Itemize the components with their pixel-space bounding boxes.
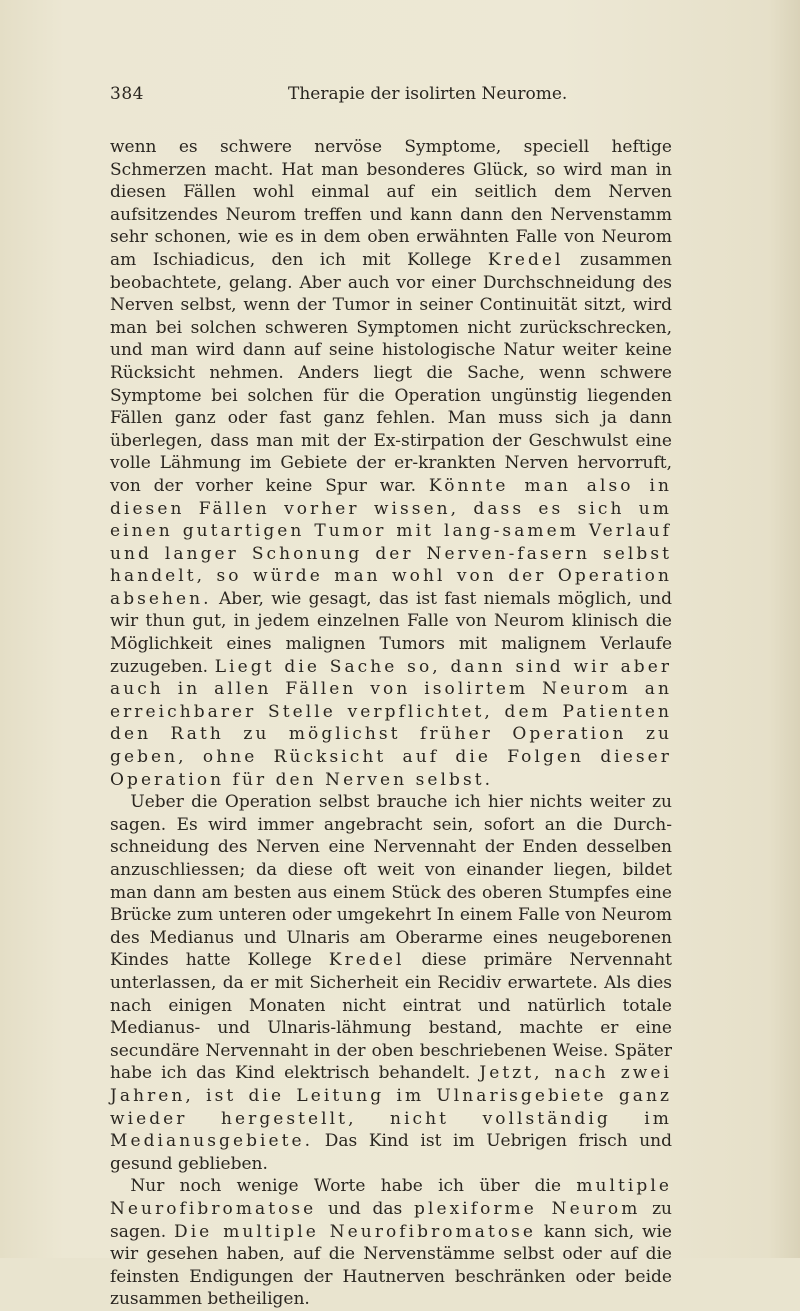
spaced-emphasis: Liegt die Sache so, dann sind wir aber auch in allen Fällen von isolirtem Neurom an erreichbarer Stelle verpflichtet, dem Patienten den Rath zu möglichst früher Operation zu geben, ohne Rücksicht auf die Folgen dieser Operation für den Nerven selbst. — [110, 656, 673, 790]
paragraph-3 — [110, 1175, 672, 1311]
text-run: zusammen beobachtete, gelang. Aber auch vor einer Durchschneidung des Nerven selbst, wenn der Tumor in seiner Continuität sitzt, wird man bei solchen schweren Symptomen nicht zurückschrecken, und man wird dann auf seine histologische Natur weiter keine Rücksicht nehmen. Anders liegt die Sache, wenn schwere Symptome bei solchen für die Operation ungünstig liegenden Fällen ganz oder fast ganz fehlen. Man muss sich ja dann überlegen, dass man mit der Ex-stirpation der Geschwulst eine volle Lähmung im Gebiete der er-krankten Nerven hervorruft, von der vorher keine Spur war. — [110, 249, 672, 496]
text-run: zu sagen. — [110, 1198, 673, 1242]
body-text — [110, 136, 672, 1311]
text-run: Nur noch wenige Worte habe ich über die — [130, 1176, 577, 1197]
text-run: kann sich, wie wir gesehen haben, auf die Nervenstämme selbst oder auf die feinsten Endigungen der Hautnerven beschränken oder beide zusammen betheiligen. — [110, 1221, 672, 1310]
running-title: Therapie der isolirten Neurome. — [288, 84, 568, 104]
text-run: wenn es schwere nervöse Symptome, speciell heftige Schmerzen macht. Hat man besonderes Glück, so wird man in diesen Fällen wohl einmal auf ein seitlich dem Nerven aufsitzendes Neurom treffen und kann dann den Nervenstamm sehr schonen, wie es in dem oben erwähnten Falle von Neurom am Ischiadicus, den ich mit Kollege — [110, 137, 672, 270]
spaced-term: Die multiple Neurofibromatose — [174, 1221, 537, 1242]
paragraph-2 — [110, 791, 672, 1175]
spaced-emphasis: Jetzt, nach zwei Jahren, ist die Leitung im Ulnarisgebiete ganz wieder hergestellt, nicht vollständig im Medianusgebiete. — [110, 1063, 672, 1152]
text-run: und das — [316, 1198, 415, 1219]
paragraph-1 — [110, 136, 672, 791]
text-run: diese primäre Nervennaht unterlassen, da er mit Sicherheit ein Recidiv erwartete. Als dies nach einigen Monaten nicht eintrat und natürlich totale Medianus- und Ulnaris-lähmung bestand, machte er eine secundäre Nervennaht in der oben beschriebenen Weise. Später habe ich das Kind elektrisch behandelt. — [110, 950, 672, 1084]
spaced-emphasis: Könnte man also in diesen Fällen vorher wissen, dass es sich um einen gutartigen Tumor mit lang-samem Verlauf und langer Schonung der Nerven-fasern selbst handelt, so würde man wohl von der Operation absehen. — [110, 475, 672, 609]
spaced-term: multiple Neurofibromatose — [110, 1176, 672, 1219]
spaced-term: plexiforme Neurom — [414, 1198, 641, 1219]
page-header — [110, 84, 670, 108]
spaced-name: Kredel — [487, 249, 564, 270]
page-number: 384 — [110, 84, 144, 104]
text-run: Aber, wie gesagt, das ist fast niemals möglich, und wir thun gut, in jedem einzelnen Falle von Neurom klinisch die Möglichkeit eines malignen Tumors mit malignem Verlaufe zuzugeben. — [110, 588, 672, 677]
text-run: Das Kind ist im Uebrigen frisch und gesund geblieben. — [110, 1131, 672, 1174]
spaced-name: Kredel — [328, 950, 405, 971]
text-run: Ueber die Operation selbst brauche ich hier nichts weiter zu sagen. Es wird immer angebracht sein, sofort an die Durch-schneidung des Nerven eine Nervennaht der Enden desselben anzuschliessen; da diese oft weit von einander liegen, bildet man dann am besten aus einem Stück des oberen Stumpfes eine Brücke zum unteren oder umgekehrt In einem Falle von Neurom des Medianus und Ulnaris am Oberarme eines neugeborenen Kindes hatte Kollege — [110, 792, 672, 971]
